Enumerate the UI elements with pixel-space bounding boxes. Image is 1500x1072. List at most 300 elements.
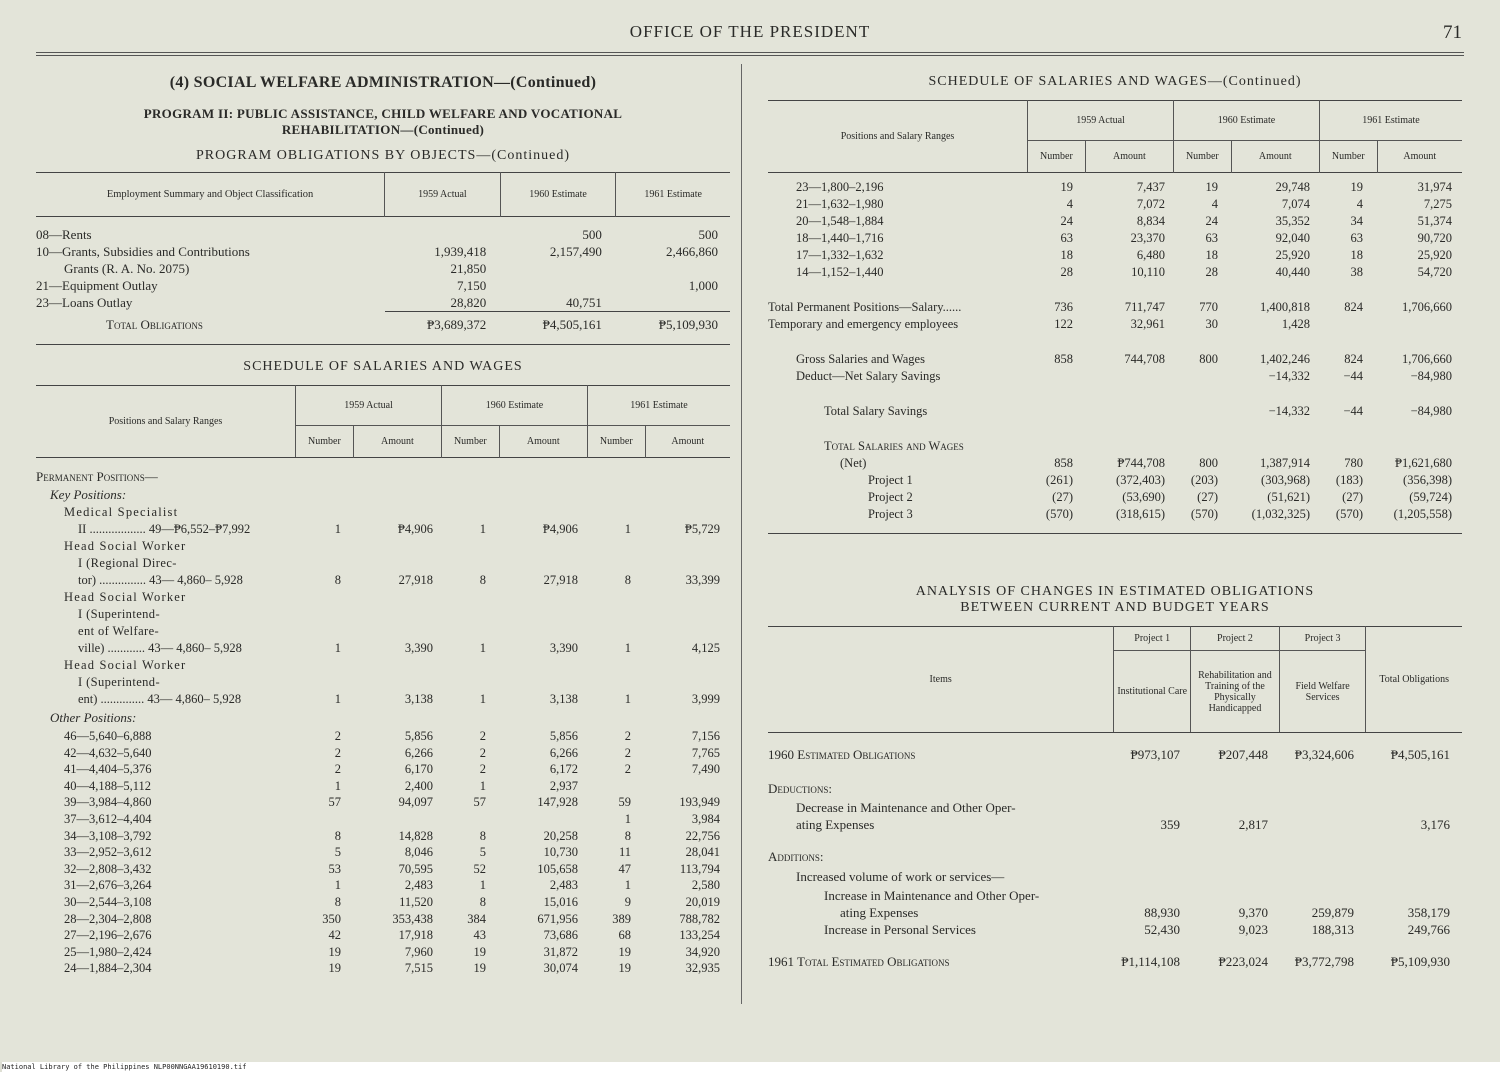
- table-row: [36, 295, 730, 312]
- key-position-entry: [36, 538, 730, 589]
- left-column: [36, 74, 730, 977]
- cell: 70,595: [398, 861, 433, 876]
- obligations-col-header: Employment Summary and Object Classification: [36, 173, 385, 217]
- cell: 8: [334, 894, 341, 909]
- cell: 9,023: [1238, 922, 1268, 937]
- table-row: [36, 572, 730, 589]
- cell: 7,150: [456, 278, 487, 293]
- cell: 8: [479, 894, 486, 909]
- cell: 1: [334, 522, 341, 536]
- cell: 19: [473, 944, 486, 959]
- table-row: [36, 861, 730, 878]
- cell: 1,400,818: [1260, 300, 1310, 314]
- total-obligations-header: Total Obligations: [1366, 627, 1462, 733]
- cell: 1: [479, 692, 486, 706]
- cell: 27,918: [398, 573, 433, 587]
- table-row: [768, 213, 1462, 230]
- salary-range-label: 34—3,108–3,792: [64, 828, 152, 843]
- cell: 24: [1060, 214, 1073, 228]
- cell: (570): [1335, 507, 1363, 521]
- amount-header: Amount: [353, 425, 441, 457]
- estimated-1960-row: [768, 745, 1462, 765]
- project-label: Project 3: [868, 507, 913, 521]
- amount-header: Amount: [671, 435, 705, 447]
- other-positions-list: [36, 728, 730, 977]
- cell: 2: [479, 745, 486, 760]
- cell: −44: [1343, 404, 1363, 418]
- year-header: 1960 Estimate: [442, 385, 588, 425]
- cell: 2,400: [404, 778, 433, 793]
- table-row: [36, 640, 730, 657]
- cell: 34: [1350, 214, 1363, 228]
- cell: 63: [1060, 231, 1073, 245]
- cell: 9,370: [1238, 905, 1268, 920]
- cell: 193,949: [679, 795, 720, 810]
- salary-range-label: 30—2,544–3,108: [64, 894, 152, 909]
- cell: [500, 261, 616, 278]
- cell: 2: [334, 729, 341, 743]
- table-row: [36, 691, 730, 708]
- cell: 7,765: [691, 745, 720, 760]
- key-positions-label: Key Positions:: [50, 486, 127, 502]
- cell: 19: [618, 944, 631, 959]
- project-row: [768, 489, 1462, 506]
- cell: (51,621): [1267, 490, 1310, 504]
- cell: 2,580: [691, 878, 720, 893]
- cell: 33,399: [685, 573, 720, 587]
- cell: 21,850: [450, 261, 487, 276]
- cell: 1,428: [1281, 317, 1310, 331]
- increase-maint-label-line: [768, 887, 1462, 904]
- cell: 6,266: [404, 745, 433, 760]
- cell: 500: [582, 227, 602, 242]
- year-header: 1961 Estimate: [1319, 101, 1462, 141]
- permanent-positions-label: Permanent Positions—: [36, 469, 158, 484]
- cell: 384: [467, 911, 486, 926]
- cell: ₱3,772,798: [1294, 954, 1354, 969]
- salary-range-label: 40—4,188–5,112: [64, 778, 152, 793]
- cell: 7,275: [1423, 197, 1452, 211]
- table-row: [768, 196, 1462, 213]
- cell: 19: [1060, 180, 1073, 194]
- cell: 800: [1199, 352, 1218, 366]
- row-label: Increase in Personal Services: [824, 922, 976, 937]
- page-number: 71: [1443, 22, 1462, 43]
- cell: 1: [479, 878, 486, 893]
- salary-range-label: 14—1,152–1,440: [796, 265, 884, 279]
- cell: −44: [1343, 369, 1363, 383]
- salary-range-label: 46—5,640–6,888: [64, 729, 152, 743]
- cell: 2: [479, 729, 486, 743]
- cell: 24: [1205, 214, 1218, 228]
- cell: 3,138: [404, 692, 433, 706]
- cell: 353,438: [392, 911, 433, 926]
- obligations-table: [36, 172, 730, 338]
- increase-personal-row: [768, 921, 1462, 938]
- cell: 4: [1066, 197, 1073, 211]
- row-label: 1961 Total Estimated Obligations: [768, 954, 950, 969]
- cell: 858: [1054, 456, 1073, 470]
- position-label: ent of Welfare-: [78, 624, 160, 638]
- salary-range-label: 25—1,980–2,424: [64, 944, 152, 959]
- cell: 59: [618, 795, 631, 810]
- cell: ₱223,024: [1218, 954, 1268, 969]
- salary-range-label: 37—3,612–4,404: [64, 811, 152, 826]
- cell: ₱4,505,161: [1390, 747, 1450, 762]
- cell: 47: [618, 861, 631, 876]
- cell: 1: [479, 522, 486, 536]
- cell: 249,766: [1407, 922, 1450, 937]
- cell: ₱4,906: [397, 522, 433, 536]
- cell: 7,515: [404, 961, 433, 976]
- table-row: [36, 778, 730, 795]
- cell: 57: [473, 795, 486, 810]
- scan-footer: National Library of the Philippines NLP00NNGAA19610190.tif: [2, 1062, 1500, 1072]
- cell: ₱5,729: [684, 522, 720, 536]
- cell: 10,110: [1131, 265, 1165, 279]
- project-row: [768, 472, 1462, 489]
- cell: 1,706,660: [1402, 300, 1452, 314]
- cell: 770: [1199, 300, 1218, 314]
- cell: 1,402,246: [1260, 352, 1310, 366]
- cell: 40,440: [1275, 265, 1310, 279]
- cell: [616, 295, 730, 312]
- cell: 2,157,490: [549, 244, 602, 259]
- cell: [616, 261, 730, 278]
- table-row: [36, 521, 730, 538]
- salary-range-label: 24—1,884–2,304: [64, 961, 152, 976]
- cell: 8: [624, 828, 631, 843]
- cell: 1: [479, 778, 486, 793]
- cell: 122: [1054, 317, 1073, 331]
- cell: 671,956: [537, 911, 578, 926]
- cell: 2: [624, 745, 631, 760]
- label-line: [768, 438, 1462, 455]
- cell: 188,313: [1311, 922, 1354, 937]
- cell: 32,961: [1130, 317, 1165, 331]
- table-row: [36, 944, 730, 961]
- cell: 8: [334, 828, 341, 843]
- cell: 27,918: [543, 573, 578, 587]
- year-header: 1961 Estimate: [587, 385, 730, 425]
- cell: 32,935: [685, 961, 720, 976]
- total-sw-net-label: (Net): [840, 456, 867, 470]
- program-title-line2: REHABILITATION—(Continued): [281, 122, 485, 137]
- year-header: 1960 Estimate: [1174, 101, 1320, 141]
- cell: 1: [624, 878, 631, 893]
- table-row: [36, 877, 730, 894]
- deductions-label: [768, 779, 1462, 799]
- row-label: ating Expenses: [796, 817, 875, 832]
- cell: 358,179: [1407, 905, 1450, 920]
- number-header: Number: [1028, 141, 1086, 173]
- table-row: [36, 844, 730, 861]
- deduct-row: [768, 368, 1462, 385]
- table-row: [768, 230, 1462, 247]
- cell: 7,960: [404, 944, 433, 959]
- cell: 2: [334, 745, 341, 760]
- cell: (356,398): [1403, 473, 1452, 487]
- position-label: Head Social Worker: [64, 590, 187, 604]
- total-permanent-label: Total Permanent Positions—Salary......: [768, 300, 962, 314]
- cell: 28: [1060, 265, 1073, 279]
- cell: ₱973,107: [1130, 747, 1180, 762]
- row-label: 10—Grants, Subsidies and Contributions: [36, 244, 250, 259]
- cell: 4: [1356, 197, 1363, 211]
- cell: 3,390: [549, 641, 578, 655]
- cell: 51,374: [1417, 214, 1452, 228]
- other-positions-label: Other Positions:: [50, 710, 137, 725]
- cell: 2,937: [549, 778, 578, 793]
- right-column: [768, 74, 1462, 972]
- position-label: ent) .............. 43— 4,860– 5,928: [78, 692, 242, 706]
- cell: 20,258: [543, 828, 578, 843]
- cell: 8,046: [404, 845, 433, 860]
- cell: 2: [624, 762, 631, 777]
- cell: (27): [1197, 490, 1218, 504]
- cell: 259,879: [1311, 905, 1354, 920]
- cell: 68: [618, 928, 631, 943]
- salary-range-label: 31—2,676–3,264: [64, 878, 152, 893]
- cell: 5,856: [549, 729, 578, 743]
- number-header: Number: [1174, 141, 1232, 173]
- cell: 28,820: [450, 294, 487, 310]
- cell: (27): [1342, 490, 1363, 504]
- cell: 3,390: [404, 641, 433, 655]
- page-header-title: OFFICE OF THE PRESIDENT: [629, 22, 871, 41]
- cell: (372,403): [1116, 473, 1165, 487]
- cell: 11,520: [399, 894, 433, 909]
- cell: 3,984: [691, 811, 720, 826]
- table-row: [36, 278, 730, 295]
- position-label: I (Superintend-: [78, 607, 161, 621]
- increase-maint-row: [768, 904, 1462, 921]
- cell: 8: [334, 573, 341, 587]
- cell: ₱4,505,161: [500, 312, 616, 338]
- cell: 1: [624, 692, 631, 706]
- cell: 1: [334, 878, 341, 893]
- cell: 1,387,914: [1260, 456, 1310, 470]
- cell: 1: [624, 811, 631, 826]
- cell: 25,920: [1417, 248, 1452, 262]
- cell: ₱744,708: [1117, 456, 1165, 470]
- position-label: I (Regional Direc-: [78, 556, 177, 570]
- salary-range-label: 28—2,304–2,808: [64, 911, 152, 926]
- cell: 113,794: [679, 861, 720, 876]
- cell: (303,968): [1261, 473, 1310, 487]
- table-row: [768, 179, 1462, 196]
- cell: 8,834: [1136, 214, 1165, 228]
- number-header: Number: [296, 425, 354, 457]
- cell: 500: [698, 227, 718, 242]
- salaries-continued-table: [768, 100, 1462, 173]
- cell: 29,748: [1275, 180, 1310, 194]
- cell: 788,782: [679, 911, 720, 926]
- salaries-table: [36, 385, 730, 505]
- total-row: [36, 312, 730, 338]
- cell: 4: [1211, 197, 1218, 211]
- analysis-title-line2: BETWEEN CURRENT AND BUDGET YEARS: [960, 600, 1270, 615]
- salary-range-label: 23—1,800–2,196: [796, 180, 884, 194]
- salaries-continued-rows: [768, 179, 1462, 523]
- position-label: ville) ............ 43— 4,860– 5,928: [78, 641, 242, 655]
- cell: 90,720: [1417, 231, 1452, 245]
- positions-col-header: Positions and Salary Ranges: [768, 101, 1028, 173]
- table-row: [36, 828, 730, 845]
- label-line: [36, 623, 730, 640]
- cell: 14,828: [398, 828, 433, 843]
- cell: 6,170: [404, 762, 433, 777]
- cell: 52: [473, 861, 486, 876]
- table-row: [36, 960, 730, 977]
- cell: 7,437: [1136, 180, 1165, 194]
- cell: 1: [624, 522, 631, 536]
- row-label: Increase in Maintenance and Other Oper-: [824, 888, 1040, 903]
- row-label: 08—Rents: [36, 227, 92, 242]
- analysis-title-line1: ANALYSIS OF CHANGES IN ESTIMATED OBLIGATIONS: [915, 584, 1315, 599]
- table-row: [36, 227, 730, 244]
- key-positions-list: [36, 504, 730, 708]
- year-header-1961: 1961 Estimate: [644, 189, 702, 200]
- cell: 133,254: [679, 928, 720, 943]
- project-desc: Field Welfare Services: [1279, 651, 1366, 733]
- additions-label: [768, 847, 1462, 867]
- cell: 94,097: [398, 795, 433, 810]
- cell: 7,072: [1136, 197, 1165, 211]
- cell: 3,138: [549, 692, 578, 706]
- total-savings-row: [768, 403, 1462, 420]
- row-label: Decrease in Maintenance and Other Oper-: [796, 800, 1016, 815]
- cell: 711,747: [1124, 300, 1165, 314]
- key-position-entry: [36, 504, 730, 538]
- table-row: [36, 261, 730, 278]
- table-row: [36, 244, 730, 261]
- cell: 28: [1205, 265, 1218, 279]
- total-obligations-label: Total Obligations: [106, 316, 203, 332]
- salary-range-label: 39—3,984–4,860: [64, 795, 152, 810]
- cell: 780: [1344, 456, 1363, 470]
- cell: ₱3,324,606: [1294, 747, 1354, 762]
- number-header: Number: [1319, 141, 1377, 173]
- cell: 25,920: [1275, 248, 1310, 262]
- cell: 7,156: [691, 729, 720, 743]
- cell: 4,125: [691, 641, 720, 655]
- items-header: Items: [768, 627, 1114, 733]
- cell: ₱5,109,930: [616, 312, 730, 338]
- cell: 52,430: [1144, 922, 1180, 937]
- program-title-line1: PROGRAM II: PUBLIC ASSISTANCE, CHILD WELFARE AND VOCATIONAL: [143, 106, 623, 121]
- row-label: Grants (R. A. No. 2075): [64, 261, 190, 276]
- cell: 19: [1205, 180, 1218, 194]
- cell: 8: [624, 573, 631, 587]
- cell: 389: [612, 911, 631, 926]
- cell: 6,480: [1136, 248, 1165, 262]
- cell: 5: [479, 845, 486, 860]
- row-label: 23—Loans Outlay: [36, 295, 133, 310]
- cell: 824: [1344, 352, 1363, 366]
- increased-volume-label: [768, 867, 1462, 887]
- cell: 3,176: [1420, 817, 1450, 832]
- cell: 359: [1160, 817, 1180, 832]
- cell: 35,352: [1275, 214, 1310, 228]
- table-row: [36, 894, 730, 911]
- salary-range-label: 32—2,808–3,432: [64, 861, 152, 876]
- cell: −84,980: [1410, 369, 1452, 383]
- cell: (261): [1045, 473, 1073, 487]
- salary-range-label: 21—1,632–1,980: [796, 197, 884, 211]
- cell: 19: [1350, 180, 1363, 194]
- project-row: [768, 506, 1462, 523]
- row-label: Increased volume of work or services—: [796, 869, 1005, 884]
- decrease-label-line: [768, 799, 1462, 816]
- cell: 2,483: [549, 878, 578, 893]
- cell: 2: [624, 729, 631, 743]
- project-header: Project 2: [1191, 627, 1280, 651]
- table-row: [36, 794, 730, 811]
- section-title: (4) SOCIAL WELFARE ADMINISTRATION—(Continued): [169, 74, 597, 91]
- row-label: 1960 Estimated Obligations: [768, 747, 916, 762]
- cell: 53: [328, 861, 341, 876]
- cell: 18: [1350, 248, 1363, 262]
- cell: 63: [1350, 231, 1363, 245]
- cell: 18: [1205, 248, 1218, 262]
- cell: 8: [479, 828, 486, 843]
- cell: 2: [334, 762, 341, 777]
- cell: (570): [1045, 507, 1073, 521]
- row-label: ating Expenses: [840, 905, 919, 920]
- cell: (1,032,325): [1251, 507, 1310, 521]
- cell: 38: [1350, 265, 1363, 279]
- cell: 3,999: [691, 692, 720, 706]
- cell: 350: [322, 911, 341, 926]
- cell: 19: [328, 961, 341, 976]
- salary-range-label: 18—1,440–1,716: [796, 231, 884, 245]
- year-header: 1959 Actual: [296, 385, 442, 425]
- table-row: [36, 811, 730, 828]
- salary-range-label: 17—1,332–1,632: [796, 248, 884, 262]
- cell: 6,172: [549, 762, 578, 777]
- label-line: [36, 606, 730, 623]
- salary-range-label: 27—2,196–2,676: [64, 928, 152, 943]
- column-divider: [741, 64, 742, 1004]
- table-row: [36, 911, 730, 928]
- cell: 800: [1199, 456, 1218, 470]
- cell: 5,856: [404, 729, 433, 743]
- cell: 57: [328, 795, 341, 810]
- salary-range-label: 41—4,404–5,376: [64, 762, 152, 777]
- salary-range-label: 33—2,952–3,612: [64, 845, 152, 860]
- cell: 23,370: [1130, 231, 1165, 245]
- cell: 824: [1344, 300, 1363, 314]
- table-row: [36, 728, 730, 745]
- table-row: [36, 745, 730, 762]
- position-label: I (Superintend-: [78, 675, 161, 689]
- cell: 5: [334, 845, 341, 860]
- estimated-1961-row: [768, 952, 1462, 972]
- project-label: Project 2: [868, 490, 913, 504]
- cell: (318,615): [1116, 507, 1165, 521]
- cell: 11: [618, 845, 631, 860]
- positions-col-header: Positions and Salary Ranges: [36, 385, 296, 457]
- cell: 42: [328, 928, 341, 943]
- label-line: [36, 538, 730, 555]
- cell: 7,490: [691, 762, 720, 777]
- cell: 744,708: [1124, 352, 1165, 366]
- analysis-table: [768, 626, 1462, 733]
- label-line: [36, 589, 730, 606]
- cell: 73,686: [543, 928, 578, 943]
- table-row: [768, 247, 1462, 264]
